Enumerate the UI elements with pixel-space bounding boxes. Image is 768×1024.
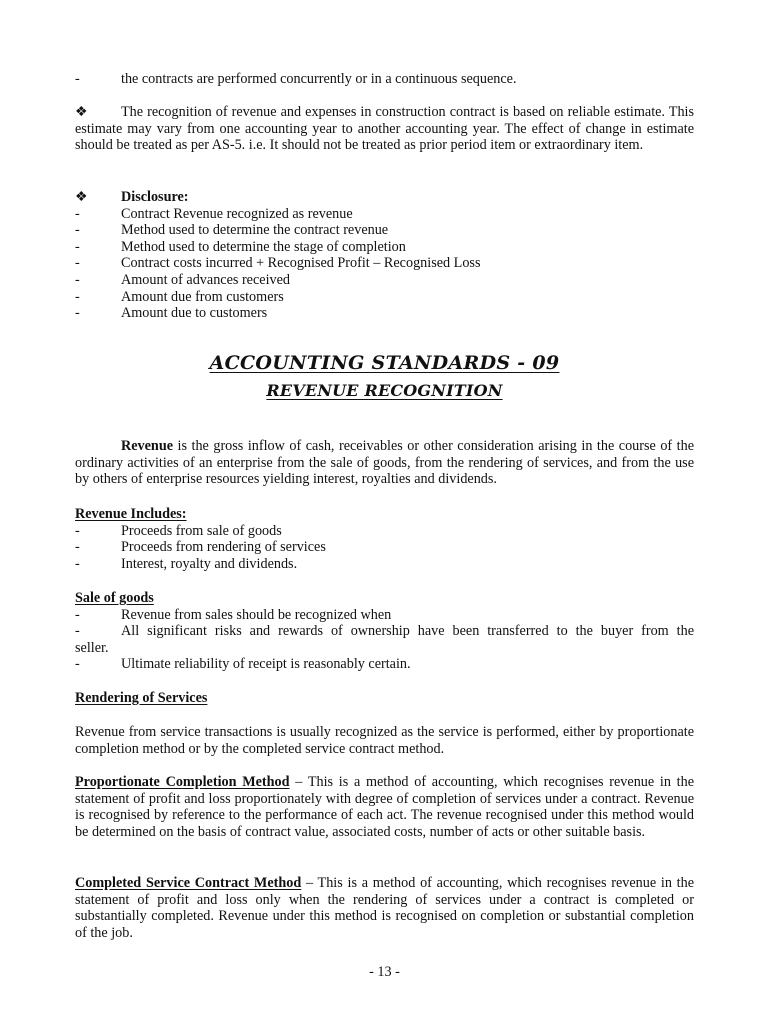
completed-service-contract-term: Completed Service Contract Method xyxy=(75,875,302,891)
list-item: - Proceeds from rendering of services xyxy=(75,539,326,556)
revenue-term: Revenue xyxy=(121,438,174,454)
disclosure-title: Disclosure: xyxy=(121,189,189,205)
list-item: - Method used to determine the contract revenue xyxy=(75,222,389,239)
rendering-of-services-title-row xyxy=(75,690,694,707)
list-item: - Interest, royalty and dividends. xyxy=(75,555,298,572)
list-item-continued: seller. xyxy=(75,639,109,656)
list-item: - Contract Revenue recognized as revenue xyxy=(75,205,353,222)
sale-of-goods-title: Sale of goods xyxy=(75,590,154,606)
completed-service-contract-paragraph xyxy=(75,875,694,941)
standard-subtitle: REVENUE RECOGNITION xyxy=(266,381,503,400)
list-item: - Contract costs incurred + Recognised Profit – Recognised Loss xyxy=(75,255,481,272)
sale-of-goods-section xyxy=(75,590,694,673)
disclosure-section xyxy=(75,189,694,322)
revenue-includes-title: Revenue Includes: xyxy=(75,506,187,522)
list-item: - Proceeds from sale of goods xyxy=(75,522,282,539)
rendering-of-services-paragraph: Revenue from service transactions is usually recognized as the service is performed, either by proportionate completion method or by the completed service contract method. xyxy=(75,724,694,757)
list-item: - Ultimate reliability of receipt is reasonably certain. xyxy=(75,656,411,673)
page-number: - 13 - xyxy=(369,964,400,980)
estimate-text: The recognition of revenue and expenses in construction contract is based on reliable estimate. This estimate may vary from one accounting year to another accounting year. The effect of change in estimate should be treated as per AS-5. i.e. It should not be treated as prior period item or extraordinary item. xyxy=(75,104,694,154)
list-item: - Method used to determine the stage of completion xyxy=(75,238,406,255)
rendering-of-services-title: Rendering of Services xyxy=(75,690,208,706)
proportionate-completion-paragraph xyxy=(75,774,694,840)
list-item: - Amount of advances received xyxy=(75,271,290,288)
estimate-paragraph xyxy=(75,104,694,154)
list-item: - Amount due to customers xyxy=(75,305,268,322)
standard-title: ACCOUNTING STANDARDS - 09 xyxy=(209,352,560,374)
proportionate-completion-text: – This is a method of accounting, which recognises revenue in the statement of profit and loss proportionately with degree of completion of services under a contract. Revenue is recognised by reference to the performance of each act. The revenue recognised under this method would be determined on the basis of contract value, associated costs, number of acts or other suitable basis. xyxy=(75,774,694,840)
list-item: - All significant risks and rewards of ownership have been transferred to the buyer from the xyxy=(75,623,694,640)
proportionate-completion-term: Proportionate Completion Method xyxy=(75,774,290,790)
revenue-definition xyxy=(75,438,694,488)
dash-marker: - xyxy=(75,71,80,87)
continuation-line xyxy=(75,71,694,88)
diamond-bullet-icon: ❖ xyxy=(75,189,88,205)
diamond-bullet-icon: ❖ xyxy=(75,104,88,120)
revenue-definition-text: is the gross inflow of cash, receivables or other consideration arising in the course of the ordinary activities of an enterprise from the sale of goods, from the rendering of services, and from the use by others of enterprise resources yielding interest, royalties and dividends. xyxy=(75,438,694,488)
list-item: - Amount due from customers xyxy=(75,288,284,305)
completed-service-contract-text: – This is a method of accounting, which recognises revenue in the statement of profit and loss only when the rendering of services under a contract is completed or substantially completed. Revenue under this method is recognised on completion or substantial completion of the job. xyxy=(75,875,694,941)
revenue-includes-section xyxy=(75,506,694,572)
document-page xyxy=(75,0,694,1024)
list-item: - Revenue from sales should be recognized when xyxy=(75,606,392,623)
continuation-text: the contracts are performed concurrently or in a continuous sequence. xyxy=(121,71,517,87)
